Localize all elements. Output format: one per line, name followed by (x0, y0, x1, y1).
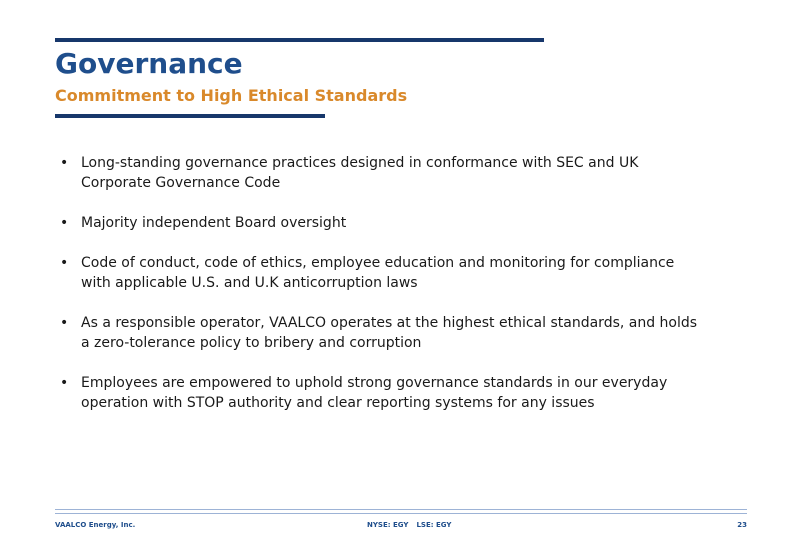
bullet-line: As a responsible operator, VAALCO operates at the highest ethical standards, and holds (81, 315, 698, 331)
bullet-item (60, 253, 700, 293)
footer-rule (55, 509, 747, 515)
bullet-dot-icon: • (60, 255, 69, 271)
bullet-line: a zero-tolerance policy to bribery and corruption (81, 335, 422, 351)
footer-company: VAALCO Energy, Inc. (55, 521, 136, 529)
footer-ticker-nyse: NYSE: EGY (367, 521, 409, 529)
bullet-line: Employees are empowered to uphold strong governance standards in our everyday (81, 375, 668, 391)
bullet-item (60, 153, 700, 193)
title-top-rule (55, 38, 544, 42)
bullet-list (60, 153, 700, 433)
slide-subtitle: Commitment to High Ethical Standards (55, 86, 408, 105)
bullet-line: Majority independent Board oversight (81, 215, 347, 231)
bullet-line: Long-standing governance practices designed in conformance with SEC and UK (81, 155, 639, 171)
bullet-dot-icon: • (60, 375, 69, 391)
bullet-dot-icon: • (60, 155, 69, 171)
footer-rule-line (55, 509, 747, 510)
bullet-line: operation with STOP authority and clear reporting systems for any issues (81, 395, 595, 411)
bullet-dot-icon: • (60, 215, 69, 231)
footer-rule-line (55, 513, 747, 514)
footer-ticker-lse: LSE: EGY (416, 521, 452, 529)
bullet-item (60, 213, 700, 233)
bullet-line: Corporate Governance Code (81, 175, 281, 191)
footer-tickers (367, 520, 451, 530)
bullet-item (60, 313, 700, 353)
slide-title: Governance (55, 47, 243, 80)
bullet-line: with applicable U.S. and U.K anticorruption laws (81, 275, 418, 291)
bullet-item (60, 373, 700, 413)
footer-page-number: 23 (737, 521, 747, 529)
subtitle-underline-rule (55, 114, 325, 118)
bullet-dot-icon: • (60, 315, 69, 331)
bullet-line: Code of conduct, code of ethics, employee education and monitoring for compliance (81, 255, 675, 271)
